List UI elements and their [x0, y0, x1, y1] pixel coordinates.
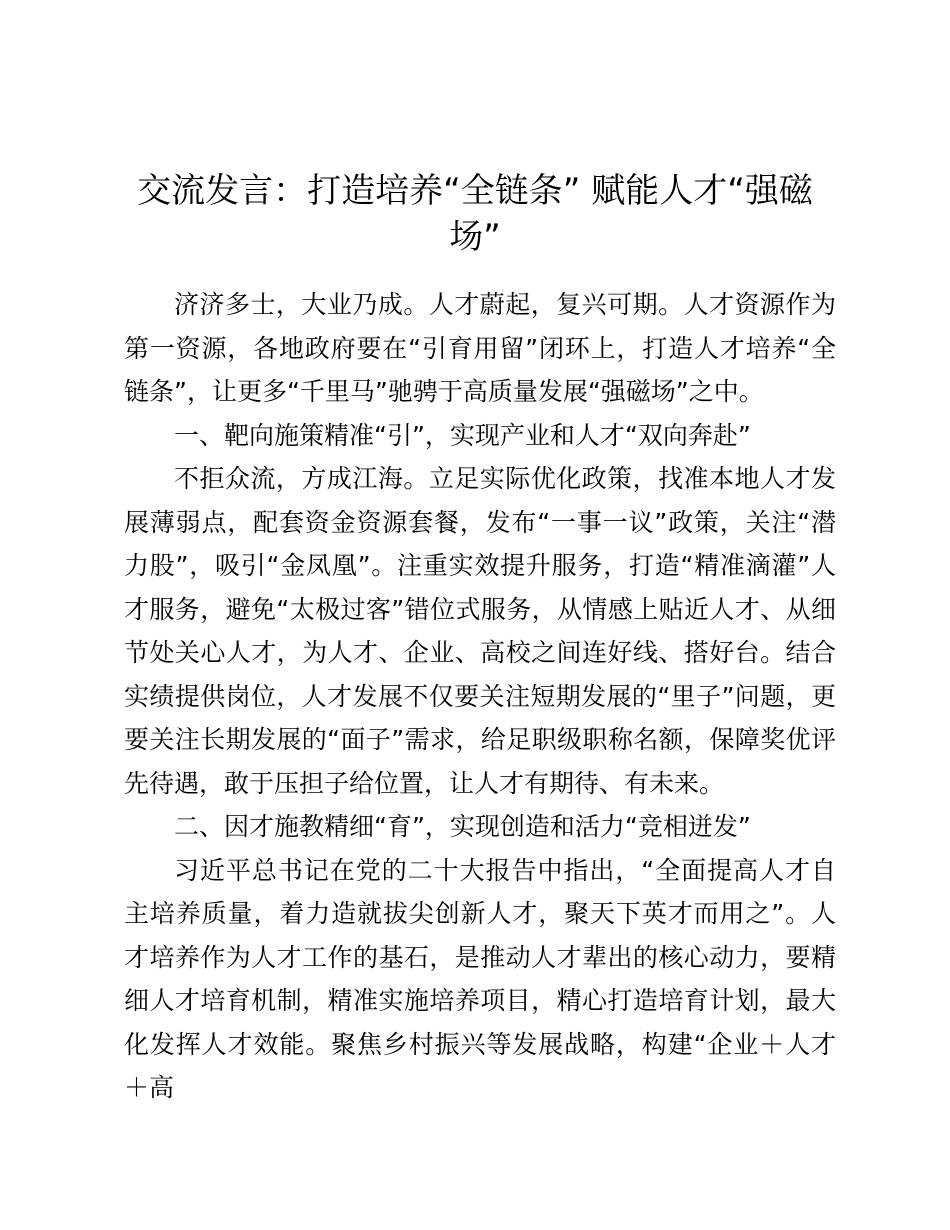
section-1-heading: 一、靶向施策精准“引”，实现产业和人才“双向奔赴” [174, 420, 751, 450]
section-1-paragraph: 不拒众流，方成江海。立足实际优化政策，找准本地人才发展薄弱点，配套资金资源套餐，发布“一事一议”政策，关注“潜力股”，吸引“金凤凰”。注重实效提升服务，打造“精准滴灌”人才服务，避免“太极过客”错位式服务，从情感上贴近人才、从细节处关心人才，为人才、企业、高校之间连好线、搭好台。结合实绩提供岗位，人才发展不仅要关注短期发展的“里子”问题，更要关注长期发展的“面子”需求，给足职级职称名额，保障奖优评先待遇，敢于压担子给位置，让人才有期待、有未来。 [124, 464, 836, 798]
intro-paragraph: 济济多士，大业乃成。人才蔚起，复兴可期。人才资源作为第一资源，各地政府要在“引育用留”闭环上，打造人才培养“全链条”，让更多“千里马”驰骋于高质量发展“强磁场”之中。 [124, 290, 836, 406]
document-title: 交流发言：打造培养“全链条” 赋能人才“强磁场” [137, 171, 813, 257]
section-2-paragraph: 习近平总书记在党的二十大报告中指出，“全面提高人才自主培养质量，着力造就拔尖创新人才，聚天下英才而用之”。人才培养作为人才工作的基石，是推动人才辈出的核心动力，要精细人才培育机制，精准实施培养项目，精心打造培育计划，最大化发挥人才效能。聚焦乡村振兴等发展战略，构建“企业＋人才＋高 [124, 855, 836, 1102]
document-body [124, 283, 836, 1110]
section-2-heading: 二、因才施教精细“育”，实现创造和活力“竞相迸发” [174, 812, 751, 841]
